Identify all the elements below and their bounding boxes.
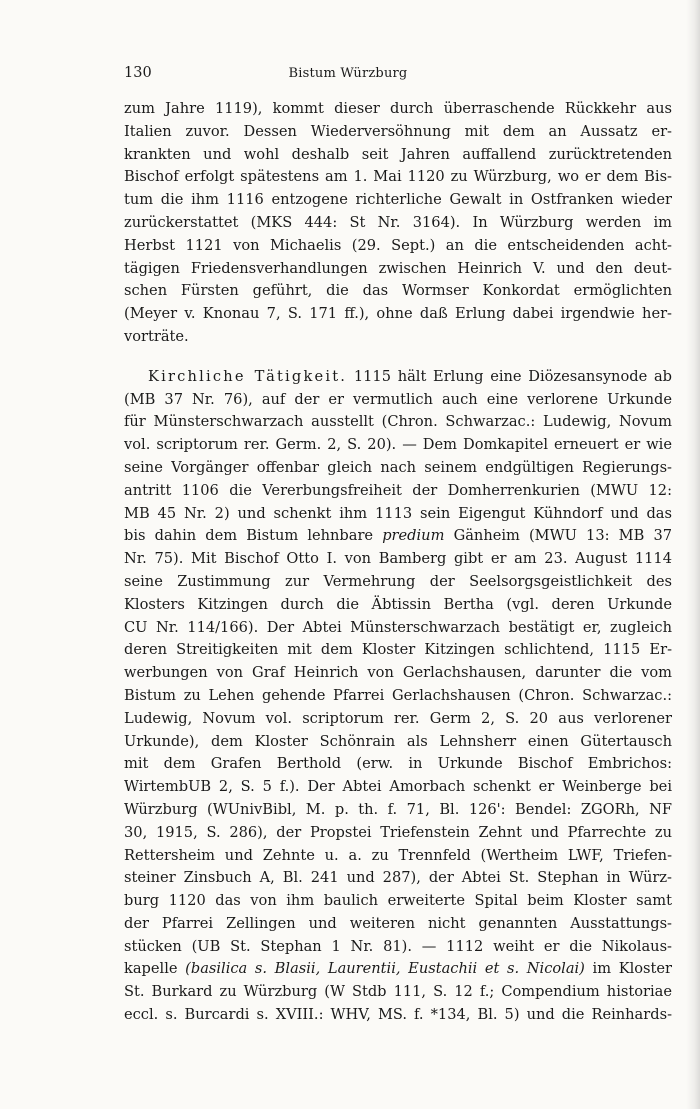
text-line: tägigen Friedensverhandlungen zwischen Heinrich V. und den deut- <box>124 259 672 277</box>
section-heading: Kirchliche Tätigkeit. <box>148 367 348 385</box>
text-line <box>124 480 672 503</box>
text-fragment: Urkunde), dem Kloster Schönrain als Lehnsherr einen Gütertausch <box>124 732 672 750</box>
text-line <box>124 913 672 936</box>
text-fragment: steiner Zinsbuch A, Bl. 241 und 287), der Abtei St. Stephan in Würz- <box>124 869 672 887</box>
text-line <box>124 981 672 1004</box>
text-line <box>124 822 672 845</box>
text-fragment: antritt 1106 die Vererbungsfreiheit der Domherrenkurien (MWU 12: <box>124 481 672 499</box>
text-fragment: deren Streitigkeiten mit dem Kloster Kitzingen schlichtend, 1115 Er- <box>124 641 672 659</box>
text-line <box>124 639 672 662</box>
text-line <box>124 890 672 913</box>
text-line <box>124 571 672 594</box>
text-line <box>124 867 672 890</box>
text-line: zum Jahre 1119), kommt dieser durch überraschende Rückkehr aus <box>124 100 672 117</box>
running-title: Bistum Würzburg <box>288 66 408 81</box>
text-line: Italien zuvor. Dessen Wiederversöhnung mit dem an Aussatz er- <box>124 122 672 140</box>
text-line <box>124 753 672 776</box>
text-line: Bischof erfolgt spätestens am 1. Mai 1120 zu Würzburg, wo er dem Bis- <box>124 168 672 186</box>
text-fragment: werbungen von Graf Heinrich von Gerlachshausen, darunter die vom <box>124 664 672 682</box>
italic-term: predium <box>382 527 445 545</box>
text-line <box>124 731 672 754</box>
text-fragment: im Kloster <box>592 960 673 978</box>
text-line <box>124 594 672 617</box>
text-line <box>124 525 672 548</box>
text-fragment: Gänheim (MWU 13: MB 37 <box>453 527 673 545</box>
text-fragment: seine Zustimmung zur Vermehrung der Seelsorgsgeistlichkeit des <box>124 572 672 590</box>
text-line <box>124 434 672 457</box>
italic-term: (basilica s. Blasii, Laurentii, Eustachii et s. Nicolai) <box>185 960 585 978</box>
text-fragment: 1115 hält Erlung eine Diözesansynode ab <box>353 367 672 385</box>
text-fragment: Bistum zu Lehen gehende Pfarrei Gerlachshausen (Chron. Schwarzac.: <box>124 686 672 704</box>
text-fragment: kapelle <box>124 960 178 978</box>
text-line: zurückerstattet (MKS 444: St Nr. 3164). In Würzburg werden im <box>124 213 672 231</box>
text-fragment: für Münsterschwarzach ausstellt (Chron. Schwarzac.: Ludewig, Novum <box>124 413 672 431</box>
paragraph-gap <box>124 349 672 366</box>
page-edge-shadow <box>686 0 700 1109</box>
text-fragment: Klosters Kitzingen durch die Äbtissin Bertha (vgl. deren Urkunde <box>124 595 672 613</box>
text-line <box>124 776 672 799</box>
text-line <box>124 1004 672 1027</box>
text-fragment: WirtembUB 2, S. 5 f.). Der Abtei Amorbach schenkt er Weinberge bei <box>124 778 672 796</box>
text-line <box>124 411 672 434</box>
text-line <box>124 503 672 526</box>
text-fragment: (MB 37 Nr. 76), auf der er vermutlich auch eine verlorene Urkunde <box>124 390 672 408</box>
text-line <box>124 662 672 685</box>
text-line: krankten und wohl deshalb seit Jahren auffallend zurücktretenden <box>124 145 672 163</box>
text-fragment: vol. scriptorum rer. Germ. 2, S. 20). — Dem Domkapitel erneuert er wie <box>124 436 672 454</box>
text-line: Herbst 1121 von Michaelis (29. Sept.) an die entscheidenden acht- <box>124 236 672 254</box>
text-fragment: 30, 1915, S. 286), der Propstei Triefenstein Zehnt und Pfarrechte zu <box>124 823 672 841</box>
text-line <box>124 708 672 731</box>
text-line <box>124 366 672 389</box>
text-fragment: der Pfarrei Zellingen und weiteren nicht genannten Ausstattungs- <box>124 914 672 932</box>
page-header <box>124 65 572 87</box>
text-line <box>124 617 672 640</box>
text-line <box>124 799 672 822</box>
text-line: (Meyer v. Knonau 7, S. 171 ff.), ohne daß Erlung dabei irgendwie her- <box>124 305 672 323</box>
text-line <box>124 389 672 412</box>
text-fragment: stücken (UB St. Stephan 1 Nr. 81). — 1112 weiht er die Nikolaus- <box>124 937 672 955</box>
text-fragment: MB 45 Nr. 2) und schenkt ihm 1113 sein Eigengut Kühndorf und das <box>124 504 672 522</box>
text-fragment: seine Vorgänger offenbar gleich nach seinem endgültigen Regierungs- <box>124 458 672 476</box>
text-line <box>124 958 672 981</box>
text-line <box>124 457 672 480</box>
text-fragment: Nr. 75). Mit Bischof Otto I. von Bamberg gibt er am 23. August 1114 <box>124 550 672 568</box>
page-number: 130 <box>124 65 152 81</box>
text-fragment: mit dem Grafen Berthold (erw. in Urkunde Bischof Embrichos: <box>124 755 672 773</box>
text-fragment: Rettersheim und Zehnte u. a. zu Trennfeld (Wertheim LWF, Triefen- <box>124 846 672 864</box>
text-fragment: bis dahin dem Bistum lehnbare <box>124 527 374 545</box>
text-line <box>124 548 672 571</box>
text-fragment: Würzburg (WUnivBibl, M. p. th. f. 71, Bl. 126': Bendel: ZGORh, NF <box>124 800 672 818</box>
text-fragment: St. Burkard zu Würzburg (W Stdb 111, S. 12 f.; Compendium historiae <box>124 983 672 1001</box>
text-line: vorträte. <box>124 327 189 345</box>
text-fragment: CU Nr. 114/166). Der Abtei Münsterschwarzach bestätigt er, zugleich <box>124 618 672 636</box>
page-body <box>124 98 672 1027</box>
text-line <box>124 936 672 959</box>
text-line <box>124 685 672 708</box>
text-line <box>124 845 672 868</box>
text-line: tum die ihm 1116 entzogene richterliche Gewalt in Ostfranken wieder <box>124 191 672 209</box>
text-fragment: eccl. s. Burcardi s. XVIII.: WHV, MS. f. *134, Bl. 5) und die Reinhards- <box>124 1006 672 1024</box>
text-fragment: Ludewig, Novum vol. scriptorum rer. Germ 2, S. 20 aus verlorener <box>124 709 672 727</box>
text-line: schen Fürsten geführt, die das Wormser Konkordat ermöglichten <box>124 282 672 300</box>
paragraph-1 <box>124 98 672 349</box>
text-fragment: burg 1120 das von ihm baulich erweiterte Spital beim Kloster samt <box>124 892 672 910</box>
paragraph-2 <box>124 366 672 1027</box>
